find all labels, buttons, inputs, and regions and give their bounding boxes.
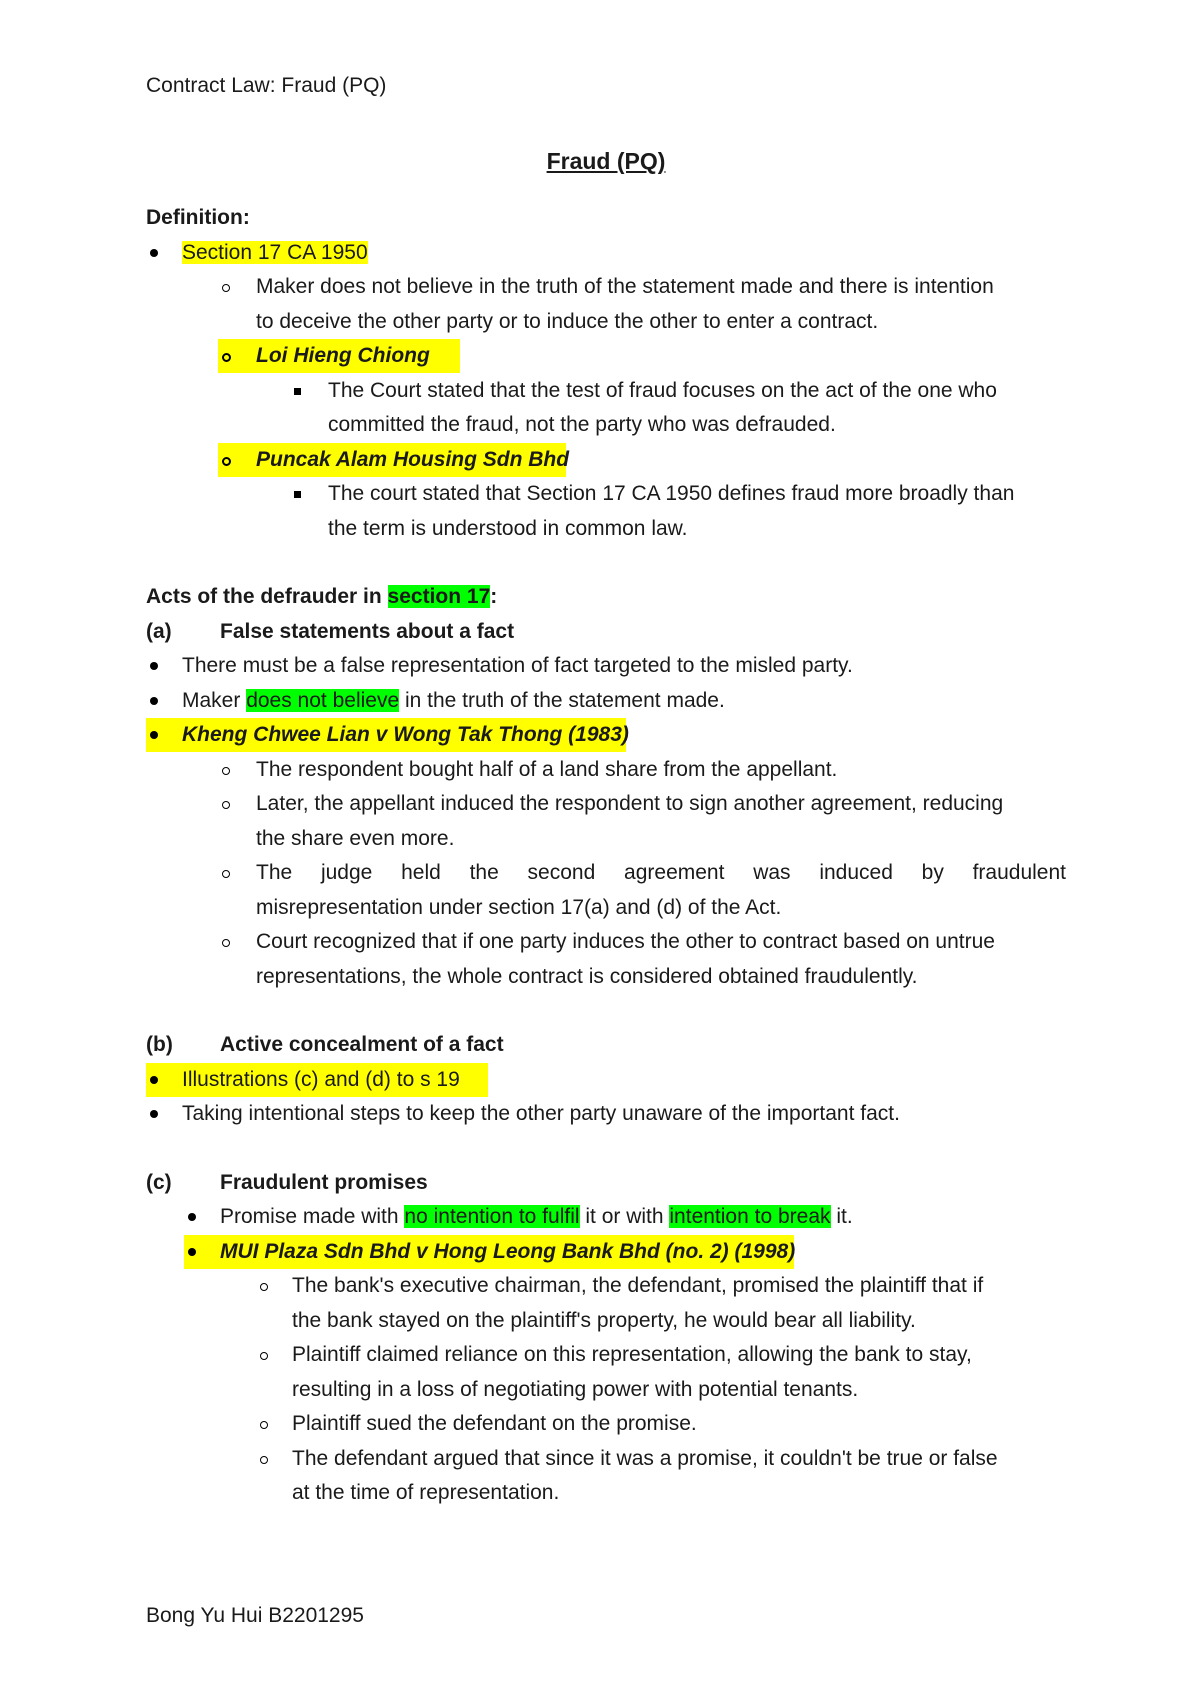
bullet-icon (188, 1213, 196, 1221)
list-item (146, 1442, 1066, 1477)
case-name: MUI Plaza Sdn Bhd v Hong Leong Bank Bhd (no. 2) (1998) (220, 1239, 796, 1263)
heading-text: : (490, 585, 498, 608)
list-item (146, 1269, 1066, 1304)
case-name: Loi Hieng Chiong (256, 344, 430, 367)
case-item (146, 1235, 1066, 1270)
list-item-continuation: committed the fraud, not the party who was defrauded. (328, 413, 836, 436)
list-item-text: Court recognized that if one party induces the other to contract based on untrue (256, 930, 995, 953)
list-item-text: Taking intentional steps to keep the other party unaware of the important fact. (182, 1102, 900, 1125)
bullet-icon (150, 1110, 158, 1118)
list-item (146, 270, 1066, 305)
subsection-letter: (c) (146, 1170, 172, 1194)
list-item (146, 374, 1066, 409)
circle-bullet-icon (260, 1352, 268, 1360)
subsection-letter: (a) (146, 619, 172, 643)
circle-bullet-icon (222, 767, 230, 775)
bullet-icon (150, 1076, 158, 1084)
circle-bullet-icon (260, 1456, 268, 1464)
list-item (146, 649, 1066, 684)
highlighted-text: section 17 (387, 585, 491, 608)
highlighted-text: intention to break (669, 1205, 831, 1228)
list-item-continuation: the term is understood in common law. (328, 516, 688, 540)
list-item-text: The Court stated that the test of fraud focuses on the act of the one who (328, 378, 997, 402)
list-item-text: in the truth of the statement made. (399, 688, 725, 712)
circle-bullet-icon (260, 1283, 268, 1291)
document-title: Fraud (PQ) (546, 148, 666, 174)
heading-text: Acts of the defrauder in (146, 585, 388, 608)
list-item-continuation: misrepresentation under section 17(a) and (d) of the Act. (256, 895, 782, 919)
page-header: Contract Law: Fraud (PQ) (146, 74, 387, 97)
list-item-text: it. (830, 1205, 853, 1228)
section-17-reference: Section 17 CA 1950 (182, 240, 368, 264)
list-item (146, 1407, 1066, 1442)
acts-heading (146, 580, 1066, 615)
subsection-title: False statements about a fact (220, 619, 515, 643)
list-item-continuation: the bank stayed on the plaintiff's property, he would bear all liability. (292, 1308, 916, 1332)
highlighted-text: does not believe (246, 688, 400, 712)
list-item-text: Promise made with (220, 1205, 405, 1228)
circle-bullet-icon (222, 870, 230, 878)
list-item-text: it or with (579, 1205, 670, 1228)
list-item-continuation: the share even more. (256, 826, 455, 850)
circle-bullet-icon (222, 457, 231, 466)
list-item-text: There must be a false representation of fact targeted to the misled party. (182, 654, 853, 677)
list-item-text: Plaintiff sued the defendant on the promise. (292, 1412, 697, 1435)
bullet-icon (150, 731, 158, 739)
circle-bullet-icon (222, 801, 230, 809)
list-item (146, 684, 1066, 719)
list-item-text: Later, the appellant induced the respondent to sign another agreement, reducing (256, 792, 1004, 815)
list-item-text: Illustrations (c) and (d) to s 19 (182, 1067, 460, 1091)
circle-bullet-icon (260, 1421, 268, 1429)
list-item (146, 236, 1066, 271)
square-bullet-icon (294, 388, 301, 395)
list-item (146, 1200, 1066, 1235)
list-item-text: The court stated that Section 17 CA 1950 defines fraud more broadly than (328, 482, 1015, 505)
bullet-icon (150, 697, 158, 705)
list-item (146, 477, 1066, 512)
square-bullet-icon (294, 491, 301, 498)
list-item-text: Maker (182, 688, 247, 712)
page-footer: Bong Yu Hui B2201295 (146, 1604, 364, 1627)
list-item (146, 925, 1066, 960)
list-item-text: The bank's executive chairman, the defendant, promised the plaintiff that if (292, 1274, 984, 1297)
list-item-text: Plaintiff claimed reliance on this representation, allowing the bank to stay, (292, 1343, 972, 1366)
circle-bullet-icon (222, 284, 230, 292)
case-item (146, 443, 1066, 478)
bullet-icon (188, 1248, 196, 1256)
list-item (146, 1338, 1066, 1373)
list-item (146, 753, 1066, 788)
list-item-continuation: at the time of representation. (292, 1481, 560, 1504)
list-item-continuation: resulting in a loss of negotiating power with potential tenants. (292, 1377, 859, 1401)
list-item (146, 856, 1066, 891)
list-item-continuation: to deceive the other party or to induce the other to enter a contract. (256, 309, 879, 333)
list-item (146, 787, 1066, 822)
circle-bullet-icon (222, 353, 231, 362)
case-item (146, 339, 1066, 374)
list-item-continuation: representations, the whole contract is considered obtained fraudulently. (256, 964, 918, 988)
highlighted-text: no intention to fulfil (404, 1205, 580, 1228)
subsection-c-heading (146, 1166, 1066, 1201)
subsection-title: Fraudulent promises (220, 1170, 428, 1194)
subsection-title: Active concealment of a fact (220, 1033, 504, 1056)
list-item-text: Maker does not believe in the truth of the statement made and there is intention (256, 275, 994, 298)
case-item (146, 718, 1066, 753)
circle-bullet-icon (222, 939, 230, 947)
document-body (146, 148, 1066, 1511)
list-item-text: The defendant argued that since it was a promise, it couldn't be true or false (292, 1446, 998, 1470)
subsection-b-heading (146, 1028, 1066, 1063)
case-name: Kheng Chwee Lian v Wong Tak Thong (1983) (182, 723, 629, 746)
list-item (146, 1063, 1066, 1098)
definition-heading: Definition: (146, 206, 250, 229)
list-item (146, 1097, 1066, 1132)
subsection-a-heading (146, 615, 1066, 650)
case-name: Puncak Alam Housing Sdn Bhd (256, 447, 570, 471)
bullet-icon (150, 249, 158, 257)
list-item-text: The judge held the second agreement was induced by fraudulent (256, 861, 1066, 884)
subsection-letter: (b) (146, 1033, 173, 1056)
bullet-icon (150, 662, 158, 670)
list-item-text: The respondent bought half of a land share from the appellant. (256, 757, 838, 781)
